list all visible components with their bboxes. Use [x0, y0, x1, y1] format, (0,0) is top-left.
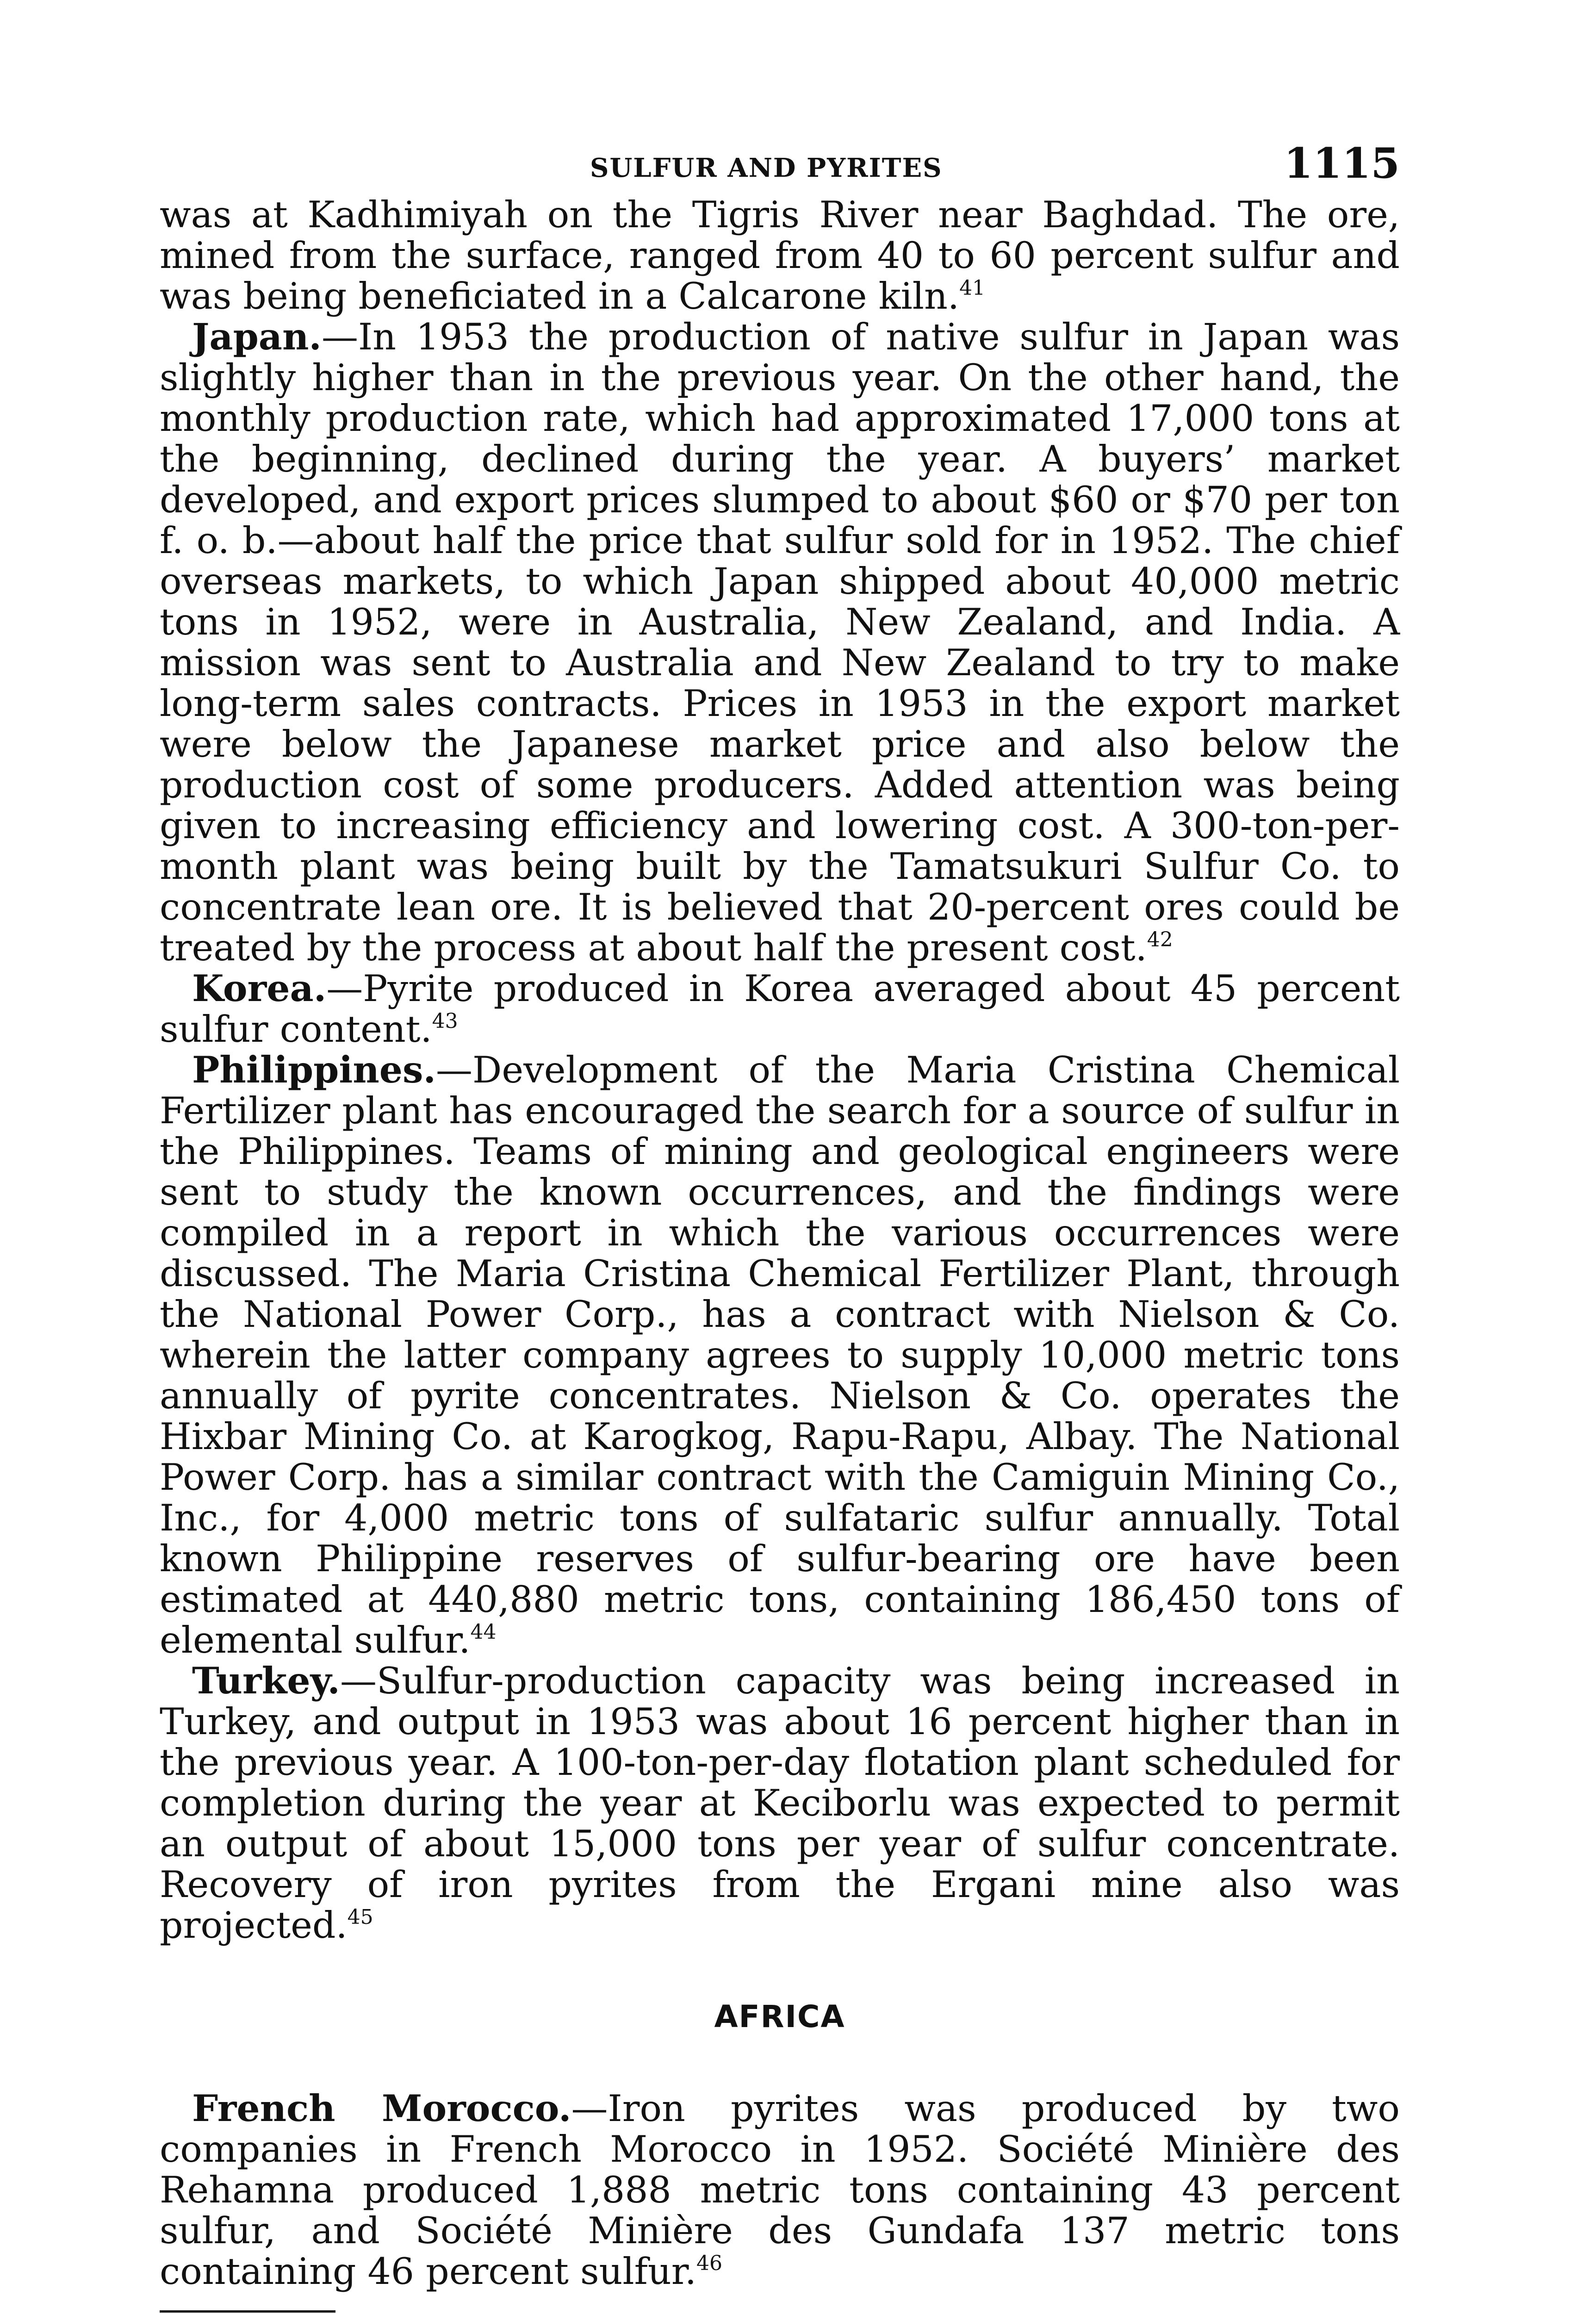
footnote-ref: 46	[696, 2252, 722, 2275]
paragraph-french-morocco: French Morocco.—Iron pyrites was produced by two companies in French Morocco in 1952. Société Minière des Rehamna produced 1,888 metric tons containing 43 percent sulfur, and Société Minière des Gundafa 137 metric tons containing 46 percent sulfur.$^{46}$	[160, 2087, 1400, 2293]
paragraph-japan: Japan.—In 1953 the production of native sulfur in Japan was slightly higher than in the previous year. On the other hand, the monthly production rate, which had approximated 17,000 tons at the beginning, declined during the year. A buyers’ market developed, and export prices slumped to about $60 or $70 per ton f. o. b.—about half the price that sulfur sold for in 1952. The chief overseas markets, to which Japan shipped about 40,000 metric tons in 1952, were in Australia, New Zealand, and India. A mission was sent to Australia and New Zealand to try to make long-term sales contracts. Prices in 1953 in the export market were below the Japanese market price and also below the production cost of some producers. Added attention was being given to increasing efficiency and lowering cost. A 300-ton-per-month plant was being built by the Tamatsukuri Sulfur Co. to concentrate lean ore. It is believed that 20-percent ores could be treated by the process at about half the present cost.$^{42}$	[160, 315, 1400, 969]
paragraph-lead: Philippines.	[192, 1048, 436, 1091]
footnote-ref: 45	[347, 1905, 373, 1929]
paragraph-philippines: Philippines.—Development of the Maria Cristina Chemical Fertilizer plant has encouraged the search for a source of sulfur in the Philippines. Teams of mining and geological engineers were sent to study the known occurrences, and the findings were compiled in a report in which the various occurrences were discussed. The Maria Cristina Chemical Fertilizer Plant, through the National Power Corp., has a contract with Nielson & Co. wherein the latter company agrees to supply 10,000 metric tons annually of pyrite concentrates. Nielson & Co. operates the Hixbar Mining Co. at Karogkog, Rapu-Rapu, Albay. The National Power Corp. has a similar contract with the Camiguin Mining Co., Inc., for 4,000 metric tons of sulfataric sulfur annually. Total known Philippine reserves of sulfur-bearing ore have been estimated at 440,880 metric tons, containing 186,450 tons of elemental sulfur.$^{44}$	[160, 1048, 1400, 1661]
paragraph-turkey: Turkey.—Sulfur-production capacity was being increased in Turkey, and output in 1953 was about 16 percent higher than in the previous year. A 100-ton-per-day flotation plant scheduled for completion during the year at Keciborlu was expected to permit an output of about 15,000 tons per year of sulfur concentrate. Recovery of iron pyrites from the Ergani mine also was projected.$^{45}$	[160, 1659, 1400, 1947]
footnote-ref: 42	[1147, 928, 1173, 952]
footnote-ref: 41	[959, 276, 986, 300]
paragraph-lead: French Morocco.	[192, 2087, 571, 2130]
running-head: SULFUR AND PYRITES	[590, 153, 943, 183]
footnote-divider	[160, 2310, 335, 2313]
footnote-ref: 44	[470, 1620, 497, 1644]
section-heading: AFRICA	[714, 1999, 845, 2034]
paragraph-lead: Japan.	[192, 315, 322, 358]
paragraph-lead: Turkey.	[192, 1659, 340, 1702]
paragraph-iraq-continued: was at Kadhimiyah on the Tigris River near Baghdad. The ore, mined from the surface, ranged from 40 to 60 percent sulfur and was being beneficiated in a Calcarone kiln.$^{41}$	[160, 193, 1400, 317]
body-text	[160, 194, 1400, 2292]
footnote-ref: 43	[432, 1009, 458, 1033]
paragraph-korea: Korea.—Pyrite produced in Korea averaged about 45 percent sulfur content.$^{43}$	[160, 967, 1400, 1051]
document-page	[160, 139, 1400, 2314]
page-number: 1115	[1284, 139, 1400, 188]
page-header	[160, 139, 1400, 194]
paragraph-lead: Korea.	[192, 967, 327, 1010]
